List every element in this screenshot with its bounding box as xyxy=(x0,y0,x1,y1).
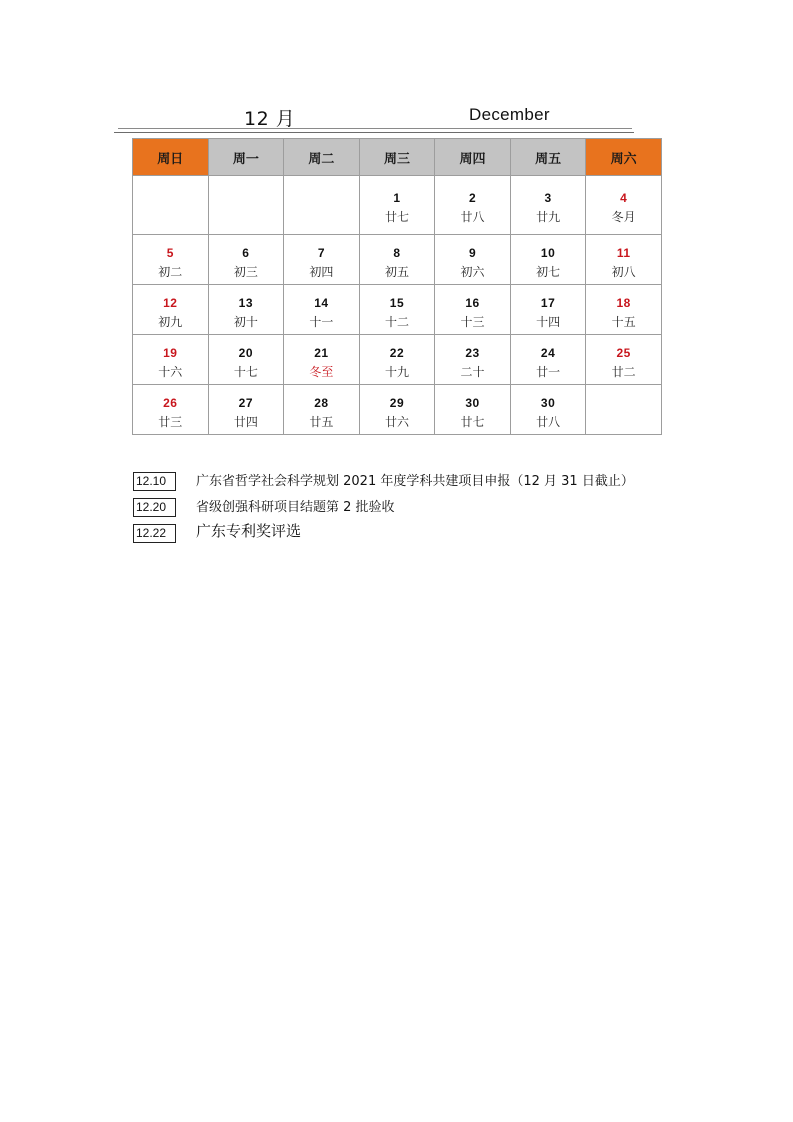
day-number: 24 xyxy=(540,346,556,360)
day-number: 1 xyxy=(393,191,401,205)
day-number: 30 xyxy=(540,396,556,410)
day-number: 23 xyxy=(465,346,480,360)
calendar-day-cell xyxy=(510,385,586,435)
calendar-empty-cell xyxy=(586,385,662,435)
weekday-header-saturday: 周六 xyxy=(586,139,662,176)
calendar-day-cell xyxy=(435,235,511,285)
lunar-date: 廿六 xyxy=(384,415,409,429)
calendar-empty-cell xyxy=(284,176,360,235)
event-date-box: 12.10 xyxy=(133,472,176,491)
event-list xyxy=(132,470,692,548)
event-item xyxy=(132,522,692,548)
event-description: 广东省哲学社会科学规划 2021 年度学科共建项目申报（12 月 31 日截止） xyxy=(196,474,634,489)
calendar-day-cell xyxy=(359,385,435,435)
lunar-date: 初五 xyxy=(384,265,409,279)
day-number: 21 xyxy=(314,346,329,360)
calendar-week-row xyxy=(133,235,662,285)
calendar-week-row xyxy=(133,285,662,335)
calendar-day-cell xyxy=(435,385,511,435)
lunar-date: 冬至 xyxy=(309,365,334,379)
title-divider-bottom xyxy=(114,132,634,133)
event-item xyxy=(132,496,692,522)
lunar-date: 初七 xyxy=(536,265,561,279)
lunar-date: 廿二 xyxy=(611,365,636,379)
calendar-day-cell xyxy=(435,176,511,235)
lunar-date: 廿五 xyxy=(309,415,334,429)
day-number: 16 xyxy=(465,296,480,310)
day-number: 25 xyxy=(616,346,631,360)
lunar-date: 初六 xyxy=(460,265,485,279)
lunar-date: 廿一 xyxy=(536,365,561,379)
lunar-date: 十四 xyxy=(536,315,561,329)
lunar-date: 十二 xyxy=(384,315,409,329)
day-number: 7 xyxy=(317,246,325,260)
day-number: 2 xyxy=(468,191,477,205)
calendar-day-cell xyxy=(435,335,511,385)
event-item xyxy=(132,470,692,496)
day-number: 8 xyxy=(393,246,401,260)
lunar-date: 初十 xyxy=(233,315,258,329)
calendar-day-cell xyxy=(133,285,209,335)
calendar-day-cell xyxy=(510,235,586,285)
calendar-day-cell xyxy=(586,335,662,385)
day-number: 29 xyxy=(389,396,405,410)
day-number: 4 xyxy=(620,191,628,205)
weekday-header-friday: 周五 xyxy=(510,139,586,176)
calendar-day-cell xyxy=(359,285,435,335)
calendar-day-cell xyxy=(208,335,284,385)
lunar-date: 初四 xyxy=(309,265,334,279)
calendar-day-cell xyxy=(586,235,662,285)
event-description: 广东专利奖评选 xyxy=(196,522,302,540)
weekday-header-thursday: 周四 xyxy=(435,139,511,176)
lunar-date: 廿四 xyxy=(233,415,258,429)
calendar-empty-cell xyxy=(133,176,209,235)
calendar-day-cell xyxy=(586,285,662,335)
day-number: 3 xyxy=(544,191,552,205)
calendar-day-cell xyxy=(284,285,360,335)
calendar-day-cell xyxy=(359,335,435,385)
calendar-day-cell xyxy=(284,235,360,285)
calendar-empty-cell xyxy=(208,176,284,235)
day-number: 30 xyxy=(465,396,480,410)
day-number: 5 xyxy=(166,246,174,260)
lunar-date: 廿七 xyxy=(384,210,409,224)
title-divider-top xyxy=(118,128,632,129)
month-title-english: December xyxy=(469,105,550,124)
calendar-week-row xyxy=(133,385,662,435)
lunar-date: 廿八 xyxy=(536,415,561,429)
weekday-header-wednesday: 周三 xyxy=(359,139,435,176)
day-number: 28 xyxy=(314,396,329,410)
day-number: 17 xyxy=(540,296,556,310)
calendar-day-cell xyxy=(510,285,586,335)
calendar-day-cell xyxy=(586,176,662,235)
lunar-date: 十五 xyxy=(611,315,636,329)
weekday-header-monday: 周一 xyxy=(208,139,284,176)
calendar-week-row xyxy=(133,335,662,385)
event-date-box: 12.22 xyxy=(133,524,176,543)
weekday-header-sunday: 周日 xyxy=(133,139,209,176)
day-number: 15 xyxy=(389,296,405,310)
calendar-day-cell xyxy=(208,285,284,335)
event-description: 省级创强科研项目结题第 2 批验收 xyxy=(196,500,395,515)
day-number: 20 xyxy=(238,346,254,360)
day-number: 12 xyxy=(163,296,178,310)
weekday-header-tuesday: 周二 xyxy=(284,139,360,176)
calendar-day-cell xyxy=(510,335,586,385)
lunar-date: 初八 xyxy=(611,265,636,279)
lunar-date: 十六 xyxy=(158,365,183,379)
day-number: 13 xyxy=(238,296,254,310)
calendar-day-cell xyxy=(133,335,209,385)
calendar-day-cell xyxy=(435,285,511,335)
calendar-day-cell xyxy=(359,235,435,285)
calendar-body xyxy=(133,176,662,435)
event-date-box: 12.20 xyxy=(133,498,176,517)
calendar-day-cell xyxy=(510,176,586,235)
calendar-day-cell xyxy=(208,385,284,435)
lunar-date: 冬月 xyxy=(611,210,636,224)
day-number: 27 xyxy=(238,396,254,410)
calendar-week-row xyxy=(133,176,662,235)
month-calendar xyxy=(132,138,662,435)
day-number: 18 xyxy=(616,296,631,310)
calendar-title xyxy=(0,104,793,130)
day-number: 11 xyxy=(616,246,631,260)
lunar-date: 二十 xyxy=(460,365,485,379)
day-number: 14 xyxy=(314,296,329,310)
day-number: 9 xyxy=(468,246,477,260)
lunar-date: 十三 xyxy=(460,315,485,329)
lunar-date: 廿八 xyxy=(460,210,485,224)
calendar-day-cell xyxy=(133,385,209,435)
lunar-date: 初九 xyxy=(158,315,183,329)
calendar-day-cell xyxy=(359,176,435,235)
lunar-date: 十七 xyxy=(233,365,258,379)
day-number: 22 xyxy=(389,346,405,360)
calendar-day-cell xyxy=(208,235,284,285)
lunar-date: 十九 xyxy=(384,365,409,379)
lunar-date: 十一 xyxy=(309,315,334,329)
lunar-date: 廿九 xyxy=(536,210,561,224)
day-number: 19 xyxy=(163,346,178,360)
lunar-date: 廿三 xyxy=(158,415,183,429)
calendar-day-cell xyxy=(284,385,360,435)
day-number: 6 xyxy=(242,246,250,260)
calendar-day-cell xyxy=(133,235,209,285)
weekday-header-row xyxy=(133,139,662,176)
lunar-date: 初三 xyxy=(233,265,258,279)
lunar-date: 初二 xyxy=(158,265,183,279)
month-title-chinese: 12 月 xyxy=(244,108,296,130)
calendar-day-cell xyxy=(284,335,360,385)
day-number: 10 xyxy=(540,246,556,260)
day-number: 26 xyxy=(163,396,178,410)
lunar-date: 廿七 xyxy=(460,415,485,429)
